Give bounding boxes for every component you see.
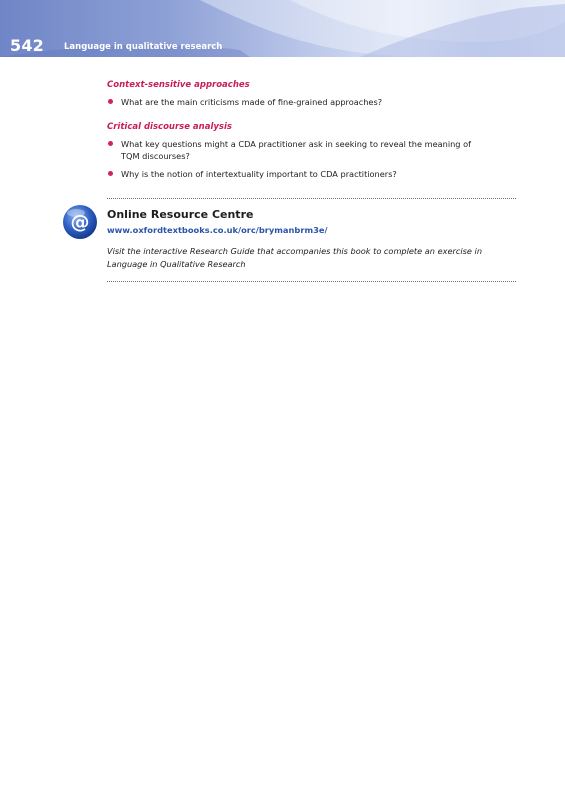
svg-text:@: @ bbox=[70, 211, 90, 233]
divider-top bbox=[107, 198, 516, 199]
at-sign-icon bbox=[62, 204, 98, 240]
list-item: Why is the notion of intertextuality important to CDA practitioners? bbox=[121, 169, 397, 179]
bullet-icon bbox=[108, 99, 113, 104]
bullet-icon bbox=[108, 171, 113, 176]
running-head: Language in qualitative research bbox=[64, 42, 223, 52]
list-item: What key questions might a CDA practitioner ask in seeking to reveal the meaning of TQM discourses? bbox=[121, 139, 471, 161]
online-resource-title: Online Resource Centre bbox=[107, 208, 254, 221]
divider-bottom bbox=[107, 281, 516, 282]
bullet-icon bbox=[108, 141, 113, 146]
page-number: 542 bbox=[10, 36, 44, 55]
online-resource-link[interactable]: www.oxfordtextbooks.co.uk/orc/brymanbrm3e/ bbox=[107, 225, 328, 235]
section-heading-context-sensitive: Context-sensitive approaches bbox=[107, 80, 250, 90]
section-heading-cda: Critical discourse analysis bbox=[107, 122, 232, 132]
page-header-banner bbox=[0, 0, 565, 57]
list-item: What are the main criticisms made of fine-grained approaches? bbox=[121, 97, 383, 107]
online-resource-description: Visit the interactive Research Guide that accompanies this book to complete an exercise in Language in Qualitative Research bbox=[107, 246, 483, 269]
